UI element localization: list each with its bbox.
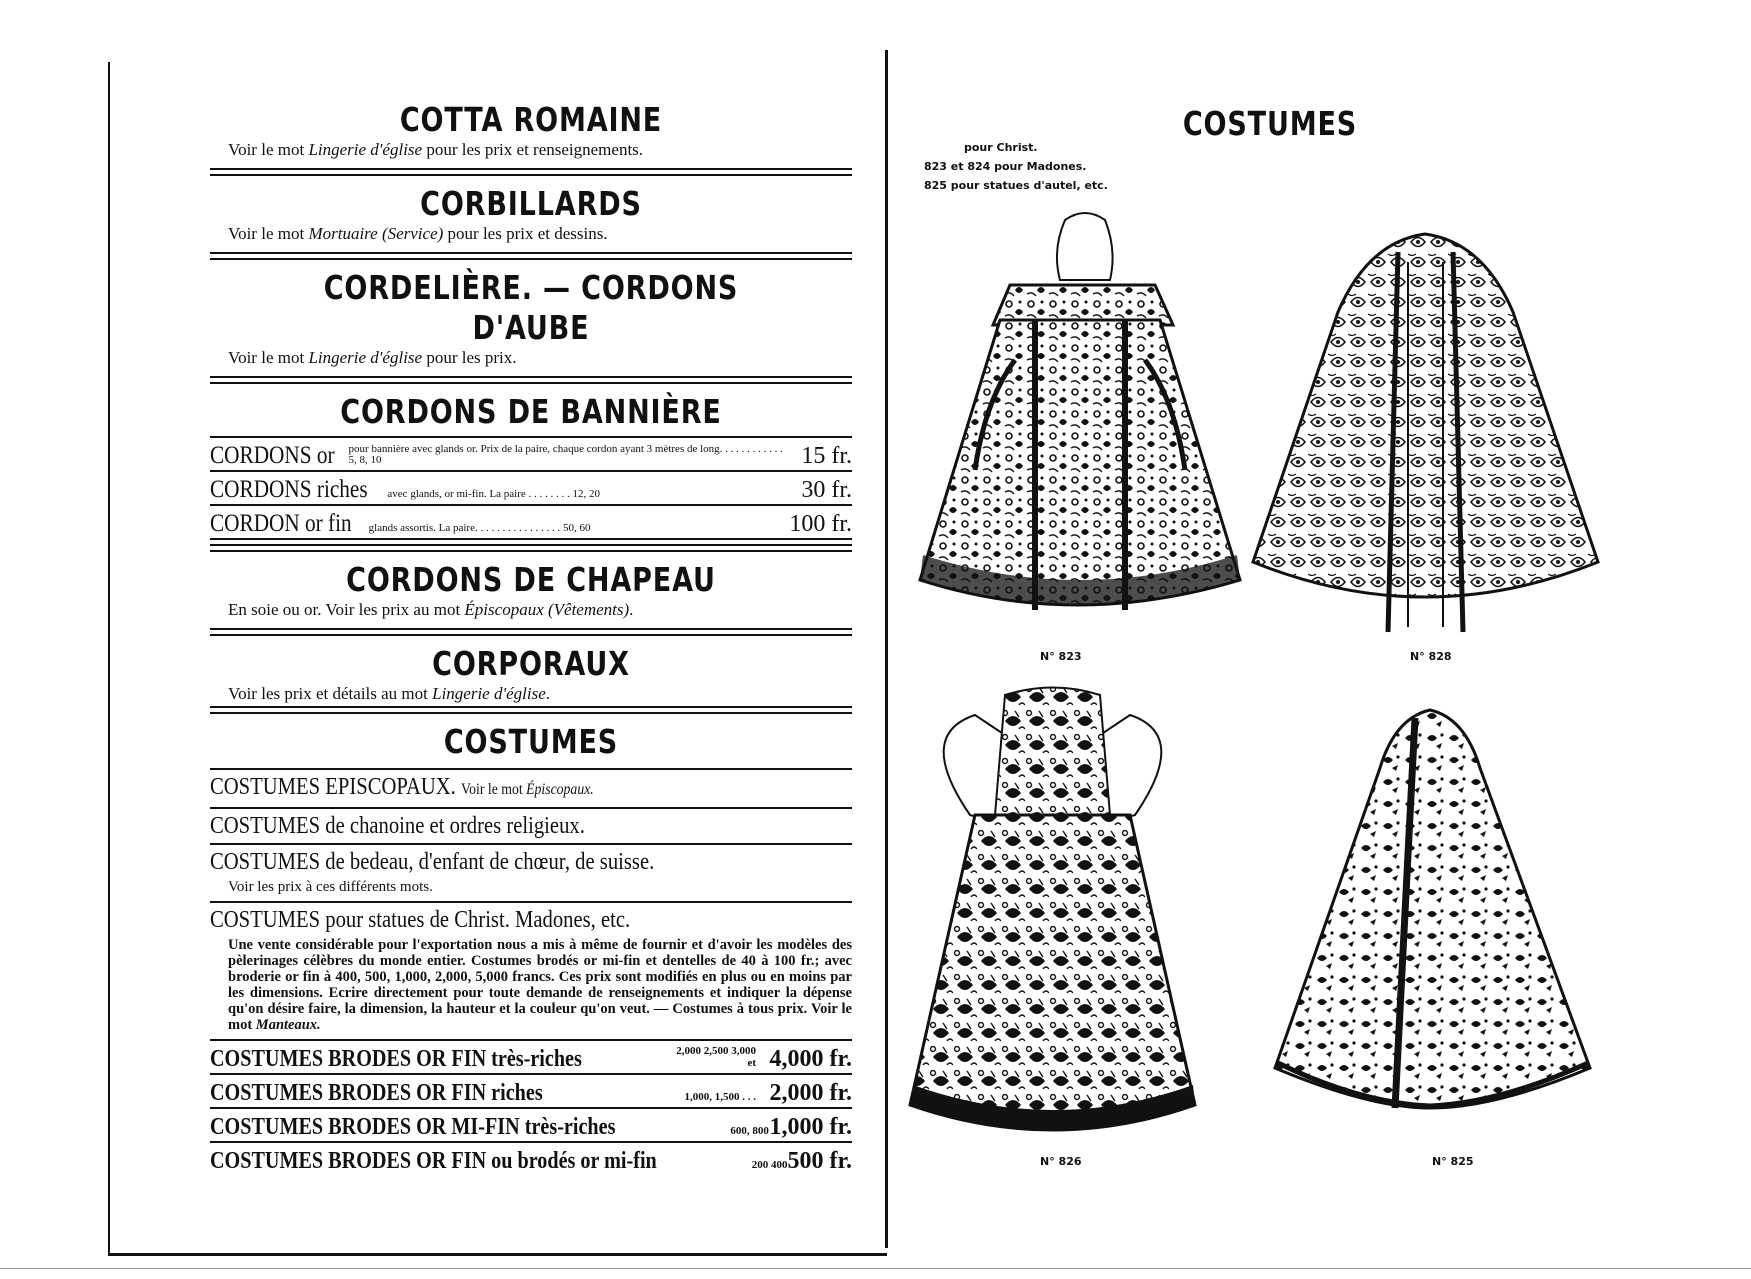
section-reference xyxy=(228,224,852,244)
section-title: CORBILLARDS xyxy=(420,184,642,223)
figure-caption: N° 828 xyxy=(1410,650,1452,663)
figure-caption: N° 823 xyxy=(1040,650,1082,663)
section-title: CORDONS DE CHAPEAU xyxy=(346,560,716,599)
ref-italic: Lingerie d'église xyxy=(308,348,423,367)
item-name: CORDON or fin xyxy=(210,510,352,537)
right-page-note xyxy=(924,138,1108,195)
item-price: 1,000 fr. xyxy=(769,1114,852,1140)
section-title: CORDONS DE BANNIÈRE xyxy=(340,392,722,431)
price-row xyxy=(210,1109,852,1143)
ref-text: Voir les prix et détails au mot xyxy=(228,684,433,703)
ref-italic: Mortuaire (Service) xyxy=(308,224,444,243)
divider xyxy=(210,376,852,384)
rule xyxy=(210,807,852,809)
divider xyxy=(210,706,852,714)
item-quantities: 200 400 xyxy=(751,1159,788,1171)
ref-italic: Épiscopaux. xyxy=(526,781,594,798)
ref-text: Voir le mot xyxy=(460,781,527,798)
section-title: COSTUMES xyxy=(443,722,619,761)
costume-line: COSTUMES de bedeau, d'enfant de chœur, de suisse. xyxy=(210,849,655,875)
divider xyxy=(210,168,852,176)
statue-dress-illustration xyxy=(905,685,1200,1145)
costume-line: COSTUMES pour statues de Christ. Madones, etc. xyxy=(210,907,631,933)
page-spine xyxy=(885,50,888,1248)
ref-text: pour les prix. xyxy=(422,348,517,367)
item-name: COSTUMES BRODES OR MI-FIN très-riches xyxy=(210,1114,616,1140)
item-name: CORDONS or xyxy=(210,442,335,469)
section-reference xyxy=(228,684,852,704)
item-price: 15 fr. xyxy=(801,443,852,469)
item-price: 30 fr. xyxy=(801,477,852,503)
costume-price-table xyxy=(210,1039,852,1175)
item-name: COSTUMES BRODES OR FIN ou brodés or mi-fin xyxy=(210,1148,657,1174)
item-name: COSTUMES BRODES OR FIN riches xyxy=(210,1080,543,1106)
section-reference: Voir les prix à ces différents mots. xyxy=(228,879,433,895)
section-reference xyxy=(228,348,852,368)
note-line: pour Christ. xyxy=(964,141,1038,154)
note-line: 825 pour statues d'autel, etc. xyxy=(924,179,1108,192)
line-text: COSTUMES EPISCOPAUX. xyxy=(210,774,456,800)
note-line: 823 et 824 pour Madones. xyxy=(924,160,1087,173)
left-column xyxy=(210,100,852,1175)
line-ref xyxy=(461,781,594,798)
costume-line xyxy=(210,772,762,805)
section-reference xyxy=(228,140,852,160)
item-name: COSTUMES BRODES OR FIN très-riches xyxy=(210,1046,582,1072)
price-row xyxy=(210,1143,852,1175)
paragraph-text: Une vente considérable pour l'exportation nous a mis à même de fournir et d'avoir les modèles des pèlerinages célèbres du monde entier. Costumes brodés or mi-fin et dentelles de 40 à 100 fr.; avec broderie or fin à 400, 500, 1,000, 2,000, 5,000 francs. Ces prix sont modifiés en plus ou en moins par les dimensions. Ecrire directement pour toute demande de renseignements et indiquer la dépense qu'on désire faire, la dimension, la hauteur et la couleur qu'on veut. — Costumes à tous prix. Voir le mot xyxy=(228,937,852,1033)
item-price: 500 fr. xyxy=(787,1148,852,1174)
section-title: COTTA ROMAINE xyxy=(399,100,663,139)
ref-italic: Lingerie d'église xyxy=(432,684,546,703)
figure-caption: N° 826 xyxy=(1040,1155,1082,1168)
scan-edge xyxy=(0,1268,1751,1269)
ref-text: pour les prix et dessins. xyxy=(443,224,608,243)
item-name: CORDONS riches xyxy=(210,476,368,503)
ref-italic: Lingerie d'église xyxy=(308,140,423,159)
item-price: 100 fr. xyxy=(789,511,852,537)
embroidered-cope-illustration xyxy=(1248,232,1603,642)
item-price: 2,000 fr. xyxy=(769,1080,852,1106)
rule xyxy=(210,768,852,770)
item-description: pour bannière avec glands or. Prix de la paire, chaque cordon ayant 3 mètres de long. . . . . . . . . . . . 5, 8, 10 xyxy=(348,443,783,466)
cope-with-hood-illustration xyxy=(915,210,1250,640)
section-title: CORDELIÈRE. — CORDONS D'AUBE xyxy=(323,268,739,347)
divider xyxy=(210,252,852,260)
item-quantities: 600, 800 xyxy=(730,1125,769,1137)
ref-text: En soie ou or. Voir les prix au mot xyxy=(228,600,465,619)
ref-text: . xyxy=(545,684,551,703)
costume-paragraph xyxy=(228,937,852,1033)
ref-text: pour les prix et renseignements. xyxy=(422,140,644,159)
section-reference xyxy=(228,600,852,620)
item-description: avec glands, or mi-fin. La paire . . . . . . . . 12, 20 xyxy=(387,488,601,500)
rule xyxy=(210,843,852,845)
section-title: CORPORAUX xyxy=(432,644,630,683)
rule xyxy=(210,901,852,903)
ref-italic: Épiscopaux (Vêtements) xyxy=(464,600,630,619)
item-quantities: 2,000 2,500 3,000 et xyxy=(676,1045,756,1069)
item-description: glands assortis. La paire. . . . . . . . . . . . . . . . 50, 60 xyxy=(368,522,591,534)
divider xyxy=(210,628,852,636)
right-page-title: COSTUMES xyxy=(1182,104,1358,143)
price-row xyxy=(210,1041,852,1075)
ref-text: . xyxy=(629,600,634,619)
figure-caption: N° 825 xyxy=(1432,1155,1474,1168)
price-row xyxy=(210,472,852,506)
price-row xyxy=(210,1075,852,1109)
item-price: 4,000 fr. xyxy=(769,1046,852,1072)
divider xyxy=(210,544,852,552)
ref-text: Voir le mot xyxy=(228,140,309,159)
price-row xyxy=(210,506,852,540)
banniere-price-table xyxy=(210,436,852,540)
ref-text: Voir le mot xyxy=(228,348,309,367)
costume-line: COSTUMES de chanoine et ordres religieux. xyxy=(210,813,585,839)
statue-mantle-illustration xyxy=(1270,708,1595,1128)
price-row xyxy=(210,436,852,472)
item-quantities: 1,000, 1,500 . . . xyxy=(684,1091,756,1103)
paragraph-italic: Manteaux. xyxy=(255,1017,321,1033)
ref-text: Voir le mot xyxy=(228,224,309,243)
